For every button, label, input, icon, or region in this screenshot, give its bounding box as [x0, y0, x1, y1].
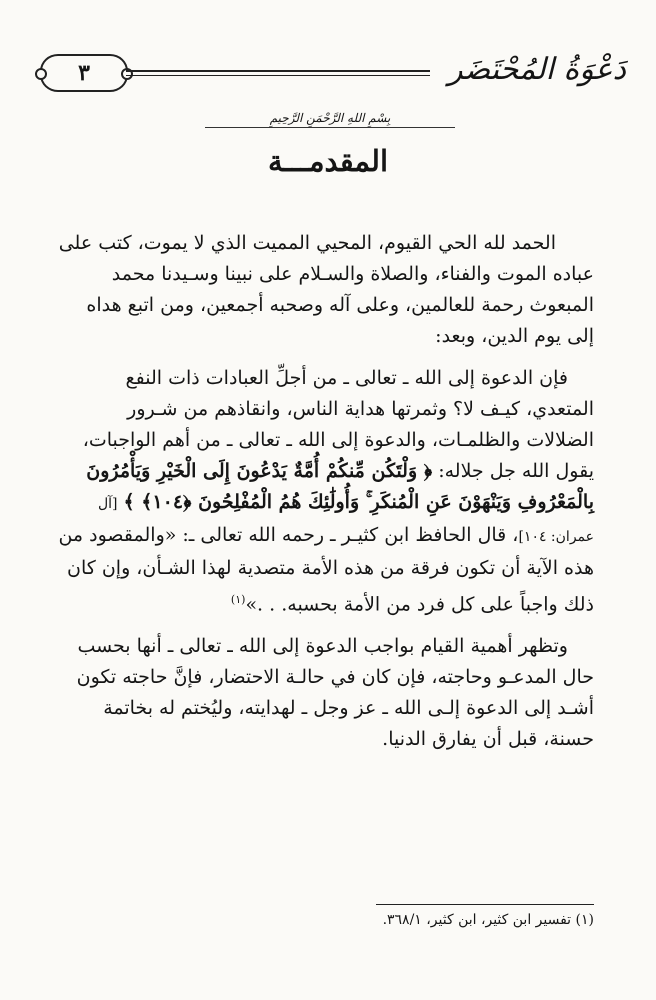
verse-citation: [آل عمران: ١٠٤] [97, 496, 594, 545]
paragraph-2-rest: ، قال الحافظ ابن كثيـر ـ رحمه الله تعالى ـ: «والمقصود من هذه الآية أن تكون فرقة من هذه الأمة متصدية لهذا الشـأن، وإن كان ذلك واجباً على كل فرد من الأمة بحسبه. . .» [58, 524, 594, 616]
header-rule [126, 70, 430, 76]
body-text [58, 228, 594, 766]
basmala: بِسْمِ اللهِ الرَّحْمَنِ الرَّحِيمِ [205, 109, 455, 128]
page-number-badge [40, 54, 128, 92]
footnote: (١) تفسير ابن كثير، ابن كثير، ٣٦٨/١. [382, 912, 594, 928]
footnote-divider [376, 904, 594, 905]
paragraph-3: وتظهر أهمية القيام بواجب الدعوة إلى الله ـ تعالى ـ أنها بحسب حال المدعـو وحاجته، فإن كان في حالـة الاحتضار، فإنَّ حاجته تكون أشـد إلى الدعوة إلـى الله ـ عز وجل ـ لهدايته، وليُختم له بخاتمة حسنة، قبل أن يفارق الدنيا. [76, 635, 594, 751]
section-title: المقدمـــة [267, 144, 389, 178]
paragraph-1: الحمد لله الحي القيوم، المحيي المميت الذي لا يموت، كتب على عباده الموت والفناء، والصلاة والسـلام على نبينا وسـيدنا محمد المبعوث رحمة للعالمين، وعلى آله وصحبه أجمعين، ومن اتبع هداه إلى يوم الدين، وبعد: [58, 232, 594, 347]
page-number: ٣ [78, 60, 90, 86]
paragraph-2-intro: فإن الدعوة إلى الله ـ تعالى ـ من أجلِّ العبادات ذات النفع المتعدي، كيـف لا؟ وثمرتها هداية الناس، وانقاذهم من شـرور الضلالات والظلمـات، والدعوة إلى الله ـ تعالى ـ من أهم الواجبات، يقول الله جل جلاله: [82, 367, 594, 482]
quran-verse: ﴿ وَلْتَكُن مِّنكُمْ أُمَّةٌ يَدْعُونَ إِلَى الْخَيْرِ وَيَأْمُرُونَ بِالْمَعْرُوفِ وَيَنْهَوْنَ عَنِ الْمُنكَرِ ۚ وَأُولَٰئِكَ هُمُ الْمُفْلِحُونَ ﴿١٠٤﴾ ﴾ [86, 460, 594, 513]
page-header [40, 52, 626, 96]
running-title: دَعْوَةُ المُحْتَضَر [448, 52, 626, 87]
paragraph-2 [58, 363, 594, 620]
footnote-reference[interactable]: (١) [230, 593, 246, 606]
